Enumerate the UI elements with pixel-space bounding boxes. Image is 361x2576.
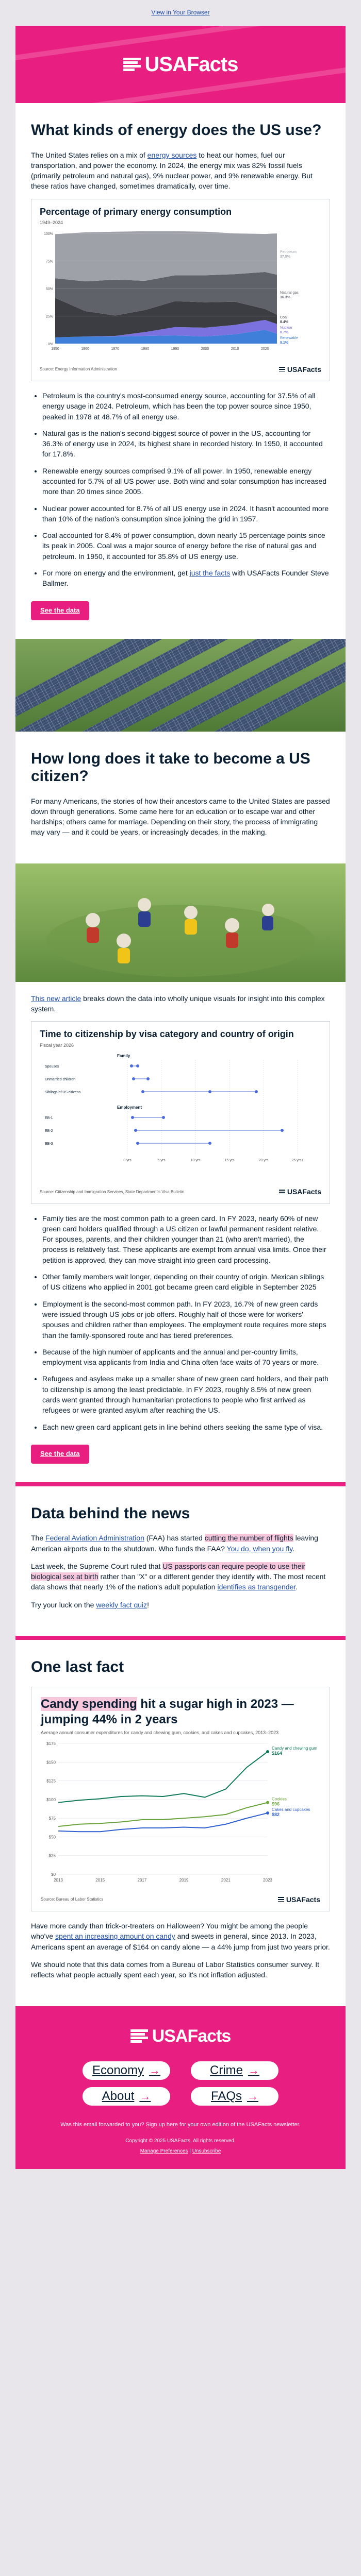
energy-intro: The United States relies on a mix of energy sources to heat our homes, fuel our transportation, and power the economy. In 2024, the energy mix was 82% fossil fuels (primarily petroleum and natural gas), 9% nuclear power, and 9% renewable energy. But these ratios have changed, sometimes dramatically, over time. [31, 150, 313, 191]
x-tick-label: 0 yrs [123, 1158, 132, 1162]
chart-logo: USAFacts [278, 1894, 320, 1905]
x-tick-label: 1990 [171, 347, 179, 351]
list-item: • Family ties are the most common path to a green card. In FY 2023, nearly 60% of new green card holders qualified through a US citizen or lawful permanent resident relative. For spouses, parents, and their children younger than 21 (who aren't married), the process is relatively fast. These applicants are exempt from annual visa limits. Once their petition is approved, they can move straight into green card processing. [42, 1213, 330, 1265]
unsubscribe-link[interactable]: Unsubscribe [192, 2148, 221, 2155]
forward-note: Was this email forwarded to you? Sign up here for your own edition of the USAFacts newsletter. [60, 2121, 301, 2128]
series-value-label: 37.5% [280, 255, 290, 259]
series-label: Candy and chewing gum [272, 1745, 318, 1751]
chart-logo: USAFacts [279, 364, 321, 375]
citizenship-see-data-button[interactable]: See the data [31, 1445, 89, 1464]
x-tick-label: 1950 [51, 347, 59, 351]
sign-up-link[interactable]: Sign up here [145, 2121, 178, 2128]
footer-logo[interactable] [31, 2024, 330, 2049]
chart-subtitle: Average annual consumer expenditures for candy and chewing gum, cookies, and cakes and cupcakes, 2013–2023 [41, 1730, 279, 1735]
news-section [15, 1486, 346, 1636]
list-item: • Petroleum is the country's most-consumed energy source, accounting for 37.5% of all energy usage in 2024. Petroleum, which has been the top power source since 1950, peaked in 1978 at 48.7% of all energy use. [42, 391, 330, 422]
x-tick-label: 2023 [263, 1877, 272, 1883]
series-endpoint [266, 1750, 269, 1753]
news-quiz-paragraph: Try your luck on the weekly fact quiz! [31, 1600, 150, 1609]
citizenship-article-text: This new article breaks down the data into wholly unique visuals for insight into this complex system. [31, 994, 325, 1013]
faa-link[interactable]: Federal Aviation Administration [45, 1534, 144, 1543]
news-faa-paragraph: The Federal Aviation Administration (FAA) has started cutting the number of flights leaving American airports due to the shutdown. Who funds the FAA? You do, when you fly. [31, 1534, 318, 1553]
logo-wordmark: USAFacts [144, 53, 238, 76]
list-item: • Nuclear power accounted for 8.7% of all US energy use in 2024. It hasn't accounted more than 10% of the nation's consumption since joining the grid in 1957. [42, 503, 330, 524]
x-tick-label: 2015 [95, 1877, 105, 1883]
series-label: Coal [280, 316, 288, 320]
y-tick-label: $0 [51, 1872, 56, 1877]
series-value-label: 36.3% [280, 296, 290, 300]
chart-subtitle: 1949–2024 [40, 220, 63, 226]
x-tick-label: 25 yrs+ [291, 1158, 304, 1162]
citizenship-heading: How long does it take to become a US citizen? [31, 750, 310, 785]
list-item: • Coal accounted for 8.4% of power consumption, down nearly 15 percentage points since its peak in 2005. Coal was a major source of energy before the rise of natural gas and petroleum. In 1950, it accounted for 35.8% of US energy use. [42, 530, 330, 562]
y-tick-label: 50% [45, 287, 53, 292]
you-do-link[interactable]: You do, when you fly [226, 1544, 293, 1553]
highlight: US passports can require people to use their biological sex at birth [31, 1562, 306, 1581]
news-passport-paragraph: Last week, the Supreme Court ruled that US passports can require people to use their biological sex at birth rather than "X" or a different gender they identify with. The most recent data shows that nearly 1% of the nation's adult population identifies as transgender. [31, 1562, 326, 1591]
list-item: • Renewable energy sources comprised 9.1% of all power. In 1950, renewable energy accounted for 5.7% of all US power use. Both wind and solar consumption has increased more than 20 times since 2005. [42, 466, 330, 497]
list-item: • Each new green card applicant gets in line behind others seeking the same type of visa. [42, 1422, 330, 1432]
logo-wordmark: USAFacts [152, 2026, 231, 2046]
energy-see-data-button[interactable]: See the data [31, 601, 89, 620]
arrow-right-icon: → [248, 2063, 259, 2077]
series-label: Nuclear [280, 326, 293, 330]
series-value-label: $164 [272, 1750, 283, 1756]
view-in-browser-link[interactable]: View in Your Browser [151, 9, 210, 16]
chart-title: Time to citizenship by visa category and country of origin [40, 1029, 294, 1040]
y-tick-label: $75 [48, 1816, 56, 1821]
manage-preferences-link[interactable]: Manage Preferences [140, 2148, 188, 2155]
y-tick-label: $125 [46, 1778, 56, 1784]
x-tick-label: 15 yrs [224, 1158, 235, 1162]
transgender-link[interactable]: identifies as transgender [217, 1583, 296, 1591]
arrow-right-icon: → [247, 2089, 258, 2103]
series-endpoint [266, 1801, 269, 1804]
footer [15, 2006, 346, 2169]
series-line [58, 1802, 268, 1826]
y-tick-label: $25 [48, 1853, 56, 1858]
x-tick-label: 2013 [54, 1877, 63, 1883]
footer-link-crime[interactable]: Crime → [191, 2061, 278, 2080]
news-heading: Data behind the news [31, 1504, 190, 1522]
arrow-right-icon: → [139, 2089, 151, 2103]
candy-line-chart [41, 1739, 320, 1889]
x-tick-label: 5 yrs [157, 1158, 166, 1162]
list-item: • For more on energy and the environment, get just the facts with USAFacts Founder Steve Ballmer. [42, 568, 330, 589]
energy-area-chart [40, 229, 321, 358]
bottom-spacer [0, 2169, 361, 2190]
y-tick-label: 75% [45, 260, 53, 264]
footer-link-economy[interactable]: Economy → [83, 2061, 170, 2080]
x-tick-label: 1970 [111, 347, 120, 351]
y-tick-label: $150 [46, 1759, 56, 1765]
row-label: EB-2 [45, 1129, 53, 1133]
candy-spending-link[interactable]: spent an increasing amount on candy [55, 1932, 175, 1941]
row-label: EB-1 [45, 1116, 53, 1120]
last-fact-section [15, 1640, 346, 2006]
footer-link-about[interactable]: About → [83, 2087, 170, 2106]
group-label: Employment [117, 1105, 142, 1110]
series-value-label: 8.4% [280, 320, 288, 325]
chart-logo: USAFacts [279, 1187, 321, 1197]
series-label: Natural gas [280, 291, 299, 295]
flag-icon [123, 58, 141, 71]
chart-source: Source: Citizenship and Immigration Services, State Department's Visa Bulletin [40, 1189, 185, 1194]
arrow-right-icon: → [149, 2063, 161, 2077]
x-tick-label: 2021 [221, 1877, 231, 1883]
highlight: cutting the number of flights [204, 1534, 293, 1543]
candy-chart [31, 1687, 330, 1912]
x-tick-label: 2000 [201, 347, 209, 351]
series-line [58, 1813, 268, 1832]
series-endpoint [266, 1811, 269, 1815]
x-tick-label: 2020 [260, 347, 269, 351]
citizenship-body [15, 982, 346, 1482]
chart-source: Source: Energy Information Administration [40, 366, 117, 371]
series-value-label: $96 [272, 1801, 280, 1807]
series-value-label: 9.1% [280, 341, 288, 345]
citizenship-section [15, 732, 346, 863]
footer-link-faqs[interactable]: FAQs → [191, 2087, 278, 2106]
flag-icon [130, 2029, 148, 2043]
series-value-label: 8.7% [280, 331, 288, 335]
weekly-quiz-link[interactable]: weekly fact quiz [96, 1600, 147, 1609]
x-tick-label: 2010 [231, 347, 239, 351]
x-tick-label: 2017 [137, 1877, 147, 1883]
list-item: • Because of the high number of applicants and the annual and per-country limits, employment visa applicants from India and China often face waits of 70 years or more. [42, 1347, 330, 1368]
row-label: Unmarried children [45, 1077, 76, 1081]
chart-subtitle: Fiscal year 2026 [40, 1042, 74, 1048]
list-item: • Natural gas is the nation's second-biggest source of power in the US, accounting for 36.3% of energy use in 2024, its highest share in recorded history. In 1950, it accounted for 17.8%. [42, 428, 330, 460]
energy-sources-link[interactable]: energy sources [147, 150, 197, 159]
citizenship-bullets [42, 1213, 330, 1432]
series-line [58, 1752, 268, 1803]
row-label: Spouses [45, 1064, 59, 1069]
citizenship-timeline-chart [40, 1052, 321, 1181]
y-tick-label: $50 [48, 1834, 56, 1839]
group-label: Family [117, 1053, 130, 1058]
list-item: • Refugees and asylees make up a smaller share of new green card holders, and their path to citizenship is among the least predictable. In FY 2023, roughly 8.5% of new green cards went granted through humanitarian protections to people who first arrived as refugees or were granted asylum after reaching the US. [42, 1374, 330, 1415]
x-tick-label: 1980 [141, 347, 150, 351]
y-tick-label: 100% [44, 232, 53, 236]
top-bar [0, 0, 361, 26]
series-label: Renewable [280, 336, 299, 341]
chart-title: Percentage of primary energy consumption [40, 206, 232, 217]
footer-preferences: Manage Preferences | Unsubscribe [140, 2148, 221, 2155]
last-fact-paragraph-2: We should note that this data comes from a Bureau of Labor Statistics consumer survey. It reflects what people actually spent each year, so it's not inflation adjusted. [31, 1960, 319, 1979]
solar-panels-photo [15, 639, 346, 732]
hero-banner [15, 26, 346, 103]
energy-section [15, 103, 346, 639]
family-park-image [15, 863, 346, 982]
row-label: Siblings of US citizens [45, 1090, 81, 1094]
list-item: • Other family members wait longer, depending on their country of origin. Mexican siblings of US citizens who applied in 2001 got became green card eligible in September 2025 [42, 1272, 330, 1293]
solar-panels-image [15, 639, 346, 732]
y-tick-label: $100 [46, 1797, 56, 1802]
chart-source: Source: Bureau of Labor Statistics [41, 1897, 104, 1902]
list-item: • Employment is the second-most common path. In FY 2023, 16.7% of new green cards were issued through US jobs or job offers. Roughly half of those were for workers' spouses and children rather than employees. The employment route requires more steps than the family-sponsored route and has tiered preferences. [42, 1299, 330, 1341]
section-divider [15, 1636, 346, 1640]
email-body [15, 26, 346, 2169]
energy-chart [31, 199, 330, 381]
section-divider [15, 1482, 346, 1486]
x-tick-label: 2019 [179, 1877, 189, 1883]
x-tick-label: 10 yrs [190, 1158, 201, 1162]
x-tick-label: 1960 [81, 347, 89, 351]
series-label: Cookies [272, 1797, 287, 1802]
usafacts-logo[interactable] [123, 49, 238, 79]
y-tick-label: 0% [47, 343, 53, 347]
citizenship-intro: For many Americans, the stories of how their ancestors came to the United States are passed down through generations. Some came here for an education or to escape war and other hardships; others came for marriage. Depending on their story, the process of immigrating may vary — and it could be years, or increasingly decades, in the making. [31, 796, 330, 837]
footer-nav [83, 2061, 278, 2106]
series-label: Petroleum [280, 250, 297, 255]
series-label: Cakes and cupcakes [272, 1807, 310, 1812]
y-tick-label: 25% [45, 315, 53, 319]
copyright: Copyright © 2025 USAFacts, All rights reserved. [125, 2138, 236, 2144]
just-the-facts-link[interactable]: just the facts [189, 569, 231, 578]
last-fact-paragraph-1: Have more candy than trick-or-treaters on Halloween? You might be among the people who've spent an increasing amount on candy and sweets in general, since 2013. In 2023, Americans spent an average of $164 on candy alone — a 44% jump from just two years prior. [31, 1922, 330, 1951]
last-fact-heading: One last fact [31, 1658, 124, 1675]
new-article-link[interactable]: This new article [31, 994, 81, 1003]
row-label: EB-3 [45, 1142, 53, 1146]
family-photo [15, 863, 346, 982]
citizenship-chart [31, 1021, 330, 1204]
y-tick-label: $175 [46, 1741, 56, 1746]
chart-title: Candy spending hit a sugar high in 2023 — jumping 44% in 2 years [41, 1697, 294, 1726]
energy-bullets [42, 391, 330, 589]
x-tick-label: 20 yrs [258, 1158, 269, 1162]
series-value-label: $82 [272, 1811, 280, 1817]
energy-heading: What kinds of energy does the US use? [31, 122, 322, 139]
